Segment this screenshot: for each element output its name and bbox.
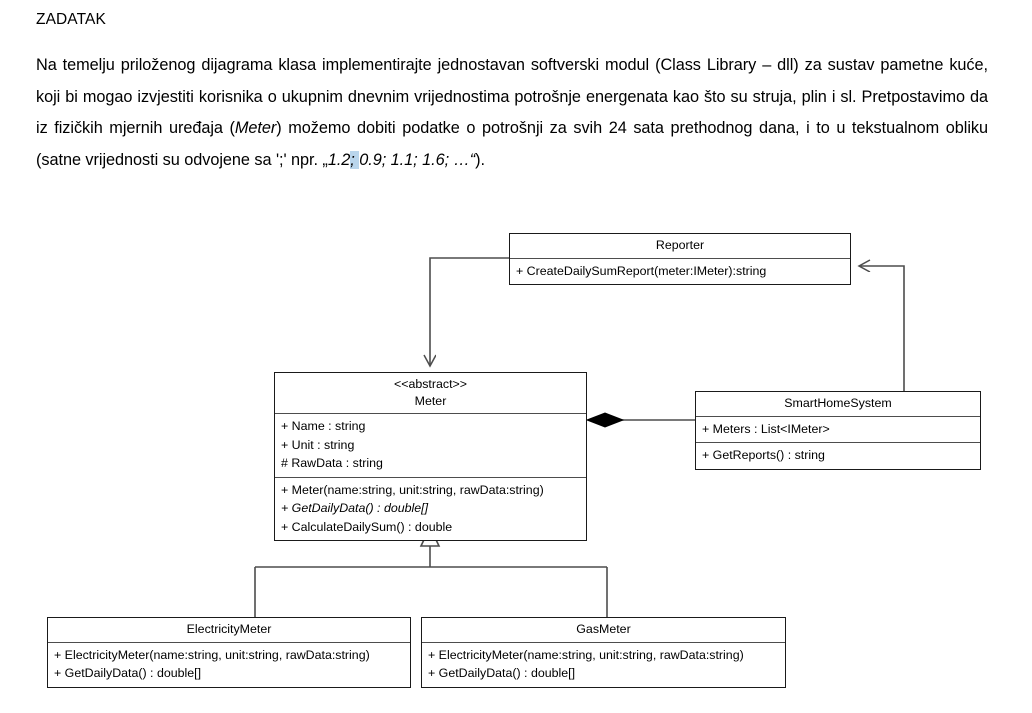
uml-class-electricitymeter[interactable] <box>47 617 411 688</box>
page-title: ZADATAK <box>36 11 106 28</box>
selected-text-highlight[interactable]: ; <box>350 150 360 169</box>
operation-item: + Meter(name:string, unit:string, rawData:string) <box>281 482 544 497</box>
attribute-item: + Name : string <box>281 419 366 433</box>
class-name: Reporter <box>655 238 705 252</box>
operation-item: + GetReports() : string <box>702 448 825 462</box>
uml-class-meter[interactable] <box>274 372 587 541</box>
paragraph-italic-value-2: 0.9; 1.1; 1.6; …“ <box>359 150 476 169</box>
paragraph-italic-value-1: 1.2 <box>327 150 351 169</box>
class-attributes-smarthomesystem <box>696 417 980 444</box>
uml-class-smarthomesystem[interactable] <box>695 391 981 470</box>
operation-item: + CreateDailySumReport(meter:IMeter):string <box>516 263 767 278</box>
uml-class-reporter[interactable] <box>509 233 851 285</box>
connector-smarthome-to-reporter <box>860 266 904 391</box>
class-operations-electricitymeter <box>48 643 410 687</box>
connector-smarthome-to-meter <box>587 413 695 427</box>
operation-item-abstract: + GetDailyData() : double[] <box>281 501 429 515</box>
class-operations-smarthomesystem <box>696 443 980 469</box>
paragraph-part-2: ) možemo dobiti podatke o potrošnji za svih 24 sata prethodnog dana, i to u tekstualnom obliku (satne vrijednosti su odvojene sa ';' npr. „ <box>36 119 989 169</box>
operation-item: + ElectricityMeter(name:string, unit:string, rawData:string) <box>54 647 370 662</box>
class-name: GasMeter <box>576 622 631 636</box>
class-header-meter <box>275 373 586 414</box>
attribute-item: + Meters : List<IMeter> <box>702 421 830 436</box>
class-header-smarthomesystem <box>696 392 980 417</box>
class-operations-reporter <box>510 259 850 285</box>
attribute-item: # RawData : string <box>281 456 383 470</box>
operation-item: + GetDailyData() : double[] <box>54 666 202 680</box>
class-stereotype: <<abstract>> <box>393 377 468 391</box>
class-name: Meter <box>414 393 447 408</box>
class-header-gasmeter <box>422 618 785 643</box>
class-header-reporter <box>510 234 850 259</box>
operation-item: + GetDailyData() : double[] <box>428 666 576 680</box>
paragraph-part-3: ). <box>475 150 486 169</box>
operation-item: + CalculateDailySum() : double <box>281 519 453 534</box>
class-header-electricitymeter <box>48 618 410 643</box>
class-operations-gasmeter <box>422 643 785 687</box>
operation-item: + ElectricityMeter(name:string, unit:string, rawData:string) <box>428 647 744 662</box>
class-operations-meter <box>275 478 586 541</box>
paragraph-italic-meter: Meter <box>234 119 277 137</box>
class-attributes-meter <box>275 414 586 478</box>
class-name: SmartHomeSystem <box>784 396 892 410</box>
attribute-item: + Unit : string <box>281 437 355 452</box>
class-name: ElectricityMeter <box>186 622 272 636</box>
paragraph-part-1: Na temelju priloženog dijagrama klasa implementirajte jednostavan softverski modul (Class Library – dll) za sustav pametne kuće, koji bi mogao izvjestiti korisnika o ukupnim dnevnim vrijednostima potrošnje energenata kao što su struja, plin i sl. Pretpostavimo da iz fizičkih mjernih uređaja ( <box>36 56 988 137</box>
uml-class-gasmeter[interactable] <box>421 617 786 688</box>
connector-reporter-to-meter <box>430 258 509 365</box>
